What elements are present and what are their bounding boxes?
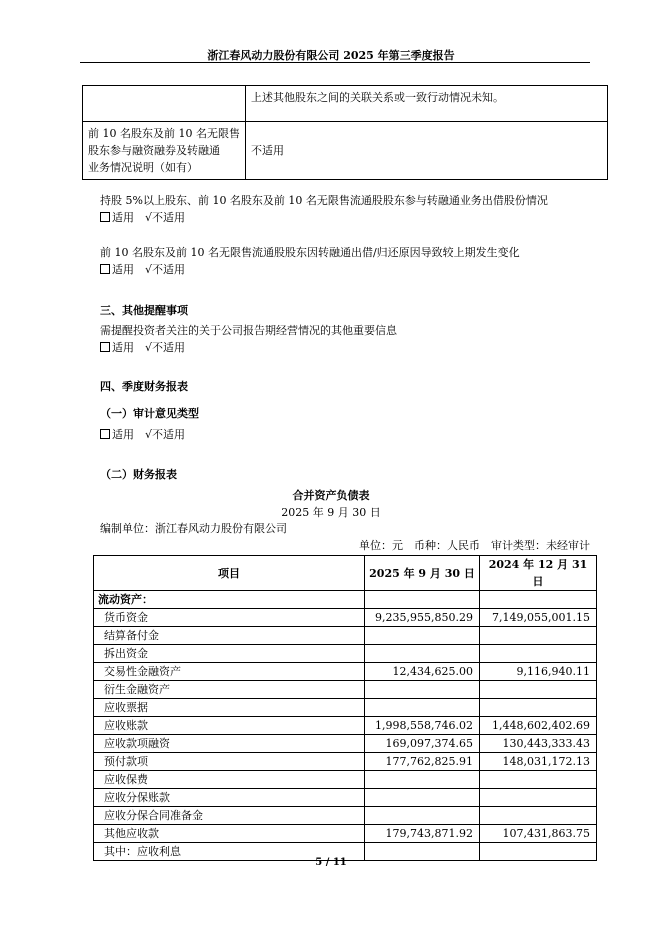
row-value-2024 <box>480 645 597 663</box>
row-value-2024 <box>480 681 597 699</box>
table-row <box>94 753 597 771</box>
report-header-title: 浙江春风动力股份有限公司 2025 年第三季度报告 <box>207 49 455 62</box>
row-item: 货币资金 <box>94 609 365 627</box>
option-line <box>100 261 185 277</box>
row-value-2025: 169,097,374.65 <box>365 735 480 753</box>
row-value-2024 <box>480 699 597 717</box>
table-row <box>94 699 597 717</box>
row-value-2025: 9,235,955,850.29 <box>365 609 480 627</box>
row-value-2025: 12,434,625.00 <box>365 663 480 681</box>
row-item: 应收款项融资 <box>94 735 365 753</box>
row-item: 结算备付金 <box>94 627 365 645</box>
row-item: 其他应收款 <box>94 825 365 843</box>
row-item: 其中：应收利息 <box>94 843 365 861</box>
row-value-2024: 7,149,055,001.15 <box>480 609 597 627</box>
info-row <box>83 86 608 122</box>
table-row <box>94 825 597 843</box>
header-divider <box>80 62 590 63</box>
section-label: 流动资产： <box>94 591 365 609</box>
option-applicable: 适用 <box>112 263 134 276</box>
option-not-applicable: √不适用 <box>145 428 186 441</box>
empty-cell <box>365 591 480 609</box>
row-value-2024 <box>480 789 597 807</box>
row-item: 应收分保合同准备金 <box>94 807 365 825</box>
section4-heading: 四、季度财务报表 <box>100 380 188 393</box>
info-cell-relation: 上述其他股东之间的关联关系或一致行动情况未知。 <box>246 86 608 122</box>
shareholder-info-table <box>82 85 608 180</box>
row-value-2025: 179,743,871.92 <box>365 825 480 843</box>
col-header-2025: 2025 年 9 月 30 日 <box>365 556 480 591</box>
row-value-2025: 1,998,558,746.02 <box>365 717 480 735</box>
audit-opinion-heading: （一）审计意见类型 <box>100 407 199 420</box>
currency-units: 单位：元 币种：人民币 审计类型：未经审计 <box>359 539 590 552</box>
info-label-line: 业务情况说明（如有） <box>88 161 198 174</box>
checkbox-icon <box>100 264 110 274</box>
option-not-applicable: √不适用 <box>145 341 186 354</box>
row-value-2024: 1,448,602,402.69 <box>480 717 597 735</box>
page-number: 5 / 11 <box>315 857 347 868</box>
row-value-2025 <box>365 699 480 717</box>
info-cell-value: 不适用 <box>246 122 608 180</box>
row-item: 衍生金融资产 <box>94 681 365 699</box>
option-not-applicable: √不适用 <box>145 263 186 276</box>
row-value-2025 <box>365 771 480 789</box>
info-label-line: 前 10 名股东及前 10 名无限售 <box>88 127 240 140</box>
table-row <box>94 735 597 753</box>
table-row <box>94 627 597 645</box>
row-value-2024 <box>480 627 597 645</box>
table-section-row <box>94 591 597 609</box>
option-line <box>100 426 185 442</box>
balance-sheet-title: 合并资产负债表 <box>292 489 370 502</box>
balance-sheet-table <box>93 555 597 861</box>
checkbox-icon <box>100 212 110 222</box>
section3-heading: 三、其他提醒事项 <box>100 304 188 317</box>
balance-sheet-date: 2025 年 9 月 30 日 <box>281 506 381 519</box>
financial-statements-heading: （二）财务报表 <box>100 468 177 481</box>
row-value-2025 <box>365 681 480 699</box>
row-item: 应收账款 <box>94 717 365 735</box>
table-row <box>94 609 597 627</box>
row-item: 应收保费 <box>94 771 365 789</box>
empty-cell <box>480 591 597 609</box>
checkbox-icon <box>100 429 110 439</box>
table-row <box>94 681 597 699</box>
row-value-2024: 9,116,940.11 <box>480 663 597 681</box>
row-value-2025 <box>365 645 480 663</box>
row-value-2024: 130,443,333.43 <box>480 735 597 753</box>
row-value-2025 <box>365 807 480 825</box>
row-value-2024 <box>480 771 597 789</box>
option-line <box>100 339 185 355</box>
table-row <box>94 663 597 681</box>
row-value-2025 <box>365 627 480 645</box>
info-label-line: 股东参与融资融券及转融通 <box>88 144 220 157</box>
table-row <box>94 789 597 807</box>
row-item: 拆出资金 <box>94 645 365 663</box>
option-not-applicable: √不适用 <box>145 211 186 224</box>
row-item: 应收分保账款 <box>94 789 365 807</box>
para-securities-lending: 持股 5%以上股东、前 10 名股东及前 10 名无限售流通股股东参与转融通业务出借股份情况 <box>100 194 548 207</box>
row-value-2024: 148,031,172.13 <box>480 753 597 771</box>
row-item: 交易性金融资产 <box>94 663 365 681</box>
info-row <box>83 122 608 180</box>
row-item: 预付款项 <box>94 753 365 771</box>
para-lending-change: 前 10 名股东及前 10 名无限售流通股股东因转融通出借/归还原因导致较上期发生变化 <box>100 246 520 259</box>
preparer-company: 编制单位：浙江春风动力股份有限公司 <box>100 522 287 535</box>
option-applicable: 适用 <box>112 341 134 354</box>
table-header-row <box>94 556 597 591</box>
row-value-2025 <box>365 789 480 807</box>
option-applicable: 适用 <box>112 428 134 441</box>
table-row <box>94 807 597 825</box>
section3-text: 需提醒投资者关注的关于公司报告期经营情况的其他重要信息 <box>100 324 397 337</box>
checkbox-icon <box>100 342 110 352</box>
info-cell-empty <box>83 86 246 122</box>
table-row <box>94 717 597 735</box>
option-applicable: 适用 <box>112 211 134 224</box>
row-value-2025: 177,762,825.91 <box>365 753 480 771</box>
row-value-2024: 107,431,863.75 <box>480 825 597 843</box>
info-cell-label <box>83 122 246 180</box>
table-row <box>94 771 597 789</box>
col-header-item: 项目 <box>94 556 365 591</box>
row-item: 应收票据 <box>94 699 365 717</box>
col-header-2024: 2024 年 12 月 31 日 <box>480 556 597 591</box>
table-row <box>94 645 597 663</box>
option-line <box>100 209 185 225</box>
row-value-2024 <box>480 807 597 825</box>
